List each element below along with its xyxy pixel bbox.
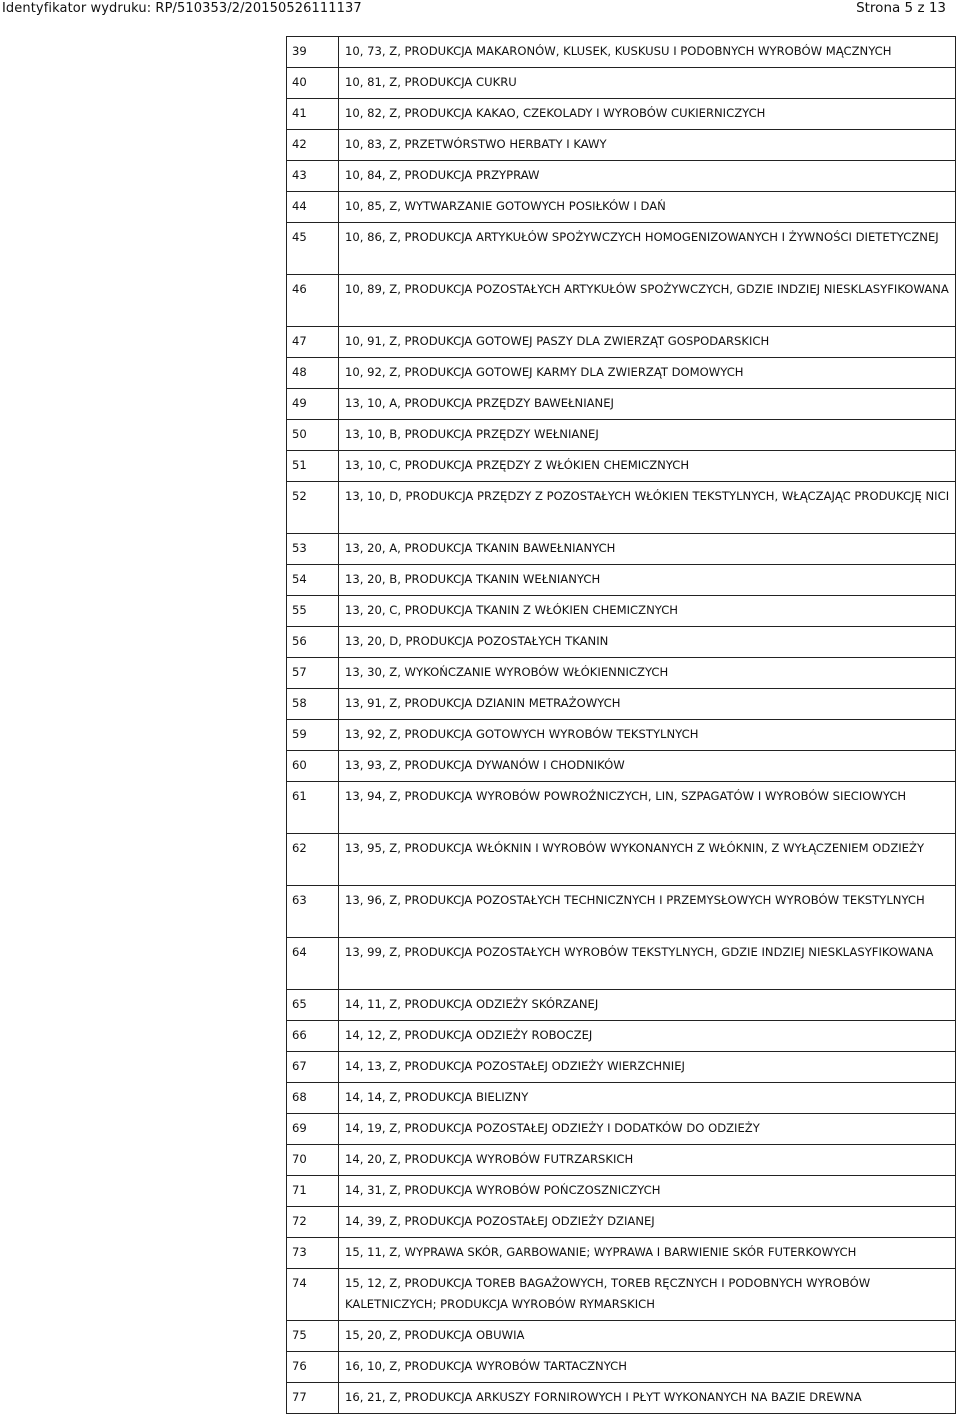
table-row (287, 482, 956, 534)
table-row (287, 1321, 956, 1352)
table-row (287, 596, 956, 627)
table-row (287, 358, 956, 389)
row-number: 41 (287, 99, 339, 130)
activity-description: 14, 19, Z, PRODUKCJA POZOSTAŁEJ ODZIEŻY I DODATKÓW DO ODZIEŻY (339, 1114, 956, 1145)
table-row (287, 886, 956, 938)
activity-description: 10, 86, Z, PRODUKCJA ARTYKUŁÓW SPOŻYWCZYCH HOMOGENIZOWANYCH I ŻYWNOŚCI DIETETYCZNEJ (339, 223, 956, 275)
activity-description: 15, 20, Z, PRODUKCJA OBUWIA (339, 1321, 956, 1352)
row-number: 76 (287, 1352, 339, 1383)
activity-description: 14, 11, Z, PRODUKCJA ODZIEŻY SKÓRZANEJ (339, 990, 956, 1021)
table-row (287, 720, 956, 751)
table-row (287, 161, 956, 192)
activity-description: 13, 10, A, PRODUKCJA PRZĘDZY BAWEŁNIANEJ (339, 389, 956, 420)
table-row (287, 1083, 956, 1114)
row-number: 47 (287, 327, 339, 358)
activity-description: 10, 83, Z, PRZETWÓRSTWO HERBATY I KAWY (339, 130, 956, 161)
activity-description: 10, 82, Z, PRODUKCJA KAKAO, CZEKOLADY I WYROBÓW CUKIERNICZYCH (339, 99, 956, 130)
table-row (287, 37, 956, 68)
row-number: 72 (287, 1207, 339, 1238)
table-row (287, 1114, 956, 1145)
row-number: 45 (287, 223, 339, 275)
print-identifier: Identyfikator wydruku: RP/510353/2/20150526111137 (2, 1, 362, 16)
table-row (287, 223, 956, 275)
row-number: 63 (287, 886, 339, 938)
row-number: 75 (287, 1321, 339, 1352)
table-row (287, 990, 956, 1021)
table-row (287, 938, 956, 990)
table-row (287, 782, 956, 834)
table-row (287, 1383, 956, 1414)
activity-description: 13, 96, Z, PRODUKCJA POZOSTAŁYCH TECHNICZNYCH I PRZEMYSŁOWYCH WYROBÓW TEKSTYLNYCH (339, 886, 956, 938)
row-number: 68 (287, 1083, 339, 1114)
row-number: 58 (287, 689, 339, 720)
activity-description: 13, 20, B, PRODUKCJA TKANIN WEŁNIANYCH (339, 565, 956, 596)
table-row (287, 1021, 956, 1052)
table-row (287, 1269, 956, 1321)
table-row (287, 834, 956, 886)
row-number: 69 (287, 1114, 339, 1145)
activity-description: 13, 20, D, PRODUKCJA POZOSTAŁYCH TKANIN (339, 627, 956, 658)
activity-description: 13, 10, D, PRODUKCJA PRZĘDZY Z POZOSTAŁYCH WŁÓKIEN TEKSTYLNYCH, WŁĄCZAJĄC PRODUKCJĘ NICI (339, 482, 956, 534)
page-header (0, 0, 960, 18)
activity-description: 13, 91, Z, PRODUKCJA DZIANIN METRAŻOWYCH (339, 689, 956, 720)
row-number: 54 (287, 565, 339, 596)
row-number: 64 (287, 938, 339, 990)
activity-description: 14, 14, Z, PRODUKCJA BIELIZNY (339, 1083, 956, 1114)
activity-description: 14, 13, Z, PRODUKCJA POZOSTAŁEJ ODZIEŻY WIERZCHNIEJ (339, 1052, 956, 1083)
row-number: 73 (287, 1238, 339, 1269)
table-row (287, 1176, 956, 1207)
table-row (287, 565, 956, 596)
row-number: 65 (287, 990, 339, 1021)
activity-description: 13, 93, Z, PRODUKCJA DYWANÓW I CHODNIKÓW (339, 751, 956, 782)
table-row (287, 327, 956, 358)
activity-description: 14, 39, Z, PRODUKCJA POZOSTAŁEJ ODZIEŻY DZIANEJ (339, 1207, 956, 1238)
row-number: 57 (287, 658, 339, 689)
table-row (287, 192, 956, 223)
row-number: 48 (287, 358, 339, 389)
activity-description: 10, 89, Z, PRODUKCJA POZOSTAŁYCH ARTYKUŁÓW SPOŻYWCZYCH, GDZIE INDZIEJ NIESKLASYFIKOWANA (339, 275, 956, 327)
row-number: 71 (287, 1176, 339, 1207)
row-number: 66 (287, 1021, 339, 1052)
activity-description: 13, 30, Z, WYKOŃCZANIE WYROBÓW WŁÓKIENNICZYCH (339, 658, 956, 689)
row-number: 52 (287, 482, 339, 534)
table-row (287, 420, 956, 451)
table-row (287, 1207, 956, 1238)
row-number: 67 (287, 1052, 339, 1083)
row-number: 70 (287, 1145, 339, 1176)
table-row (287, 68, 956, 99)
activity-description: 13, 10, B, PRODUKCJA PRZĘDZY WEŁNIANEJ (339, 420, 956, 451)
row-number: 74 (287, 1269, 339, 1321)
row-number: 51 (287, 451, 339, 482)
table-row (287, 451, 956, 482)
activity-description: 10, 73, Z, PRODUKCJA MAKARONÓW, KLUSEK, KUSKUSU I PODOBNYCH WYROBÓW MĄCZNYCH (339, 37, 956, 68)
row-number: 77 (287, 1383, 339, 1414)
activity-description: 14, 31, Z, PRODUKCJA WYROBÓW POŃCZOSZNICZYCH (339, 1176, 956, 1207)
row-number: 46 (287, 275, 339, 327)
table-row (287, 689, 956, 720)
activity-description: 13, 94, Z, PRODUKCJA WYROBÓW POWROŹNICZYCH, LIN, SZPAGATÓW I WYROBÓW SIECIOWYCH (339, 782, 956, 834)
row-number: 44 (287, 192, 339, 223)
row-number: 40 (287, 68, 339, 99)
row-number: 55 (287, 596, 339, 627)
activity-description: 13, 10, C, PRODUKCJA PRZĘDZY Z WŁÓKIEN CHEMICZNYCH (339, 451, 956, 482)
row-number: 59 (287, 720, 339, 751)
table-row (287, 534, 956, 565)
row-number: 60 (287, 751, 339, 782)
activity-description: 13, 95, Z, PRODUKCJA WŁÓKNIN I WYROBÓW WYKONANYCH Z WŁÓKNIN, Z WYŁĄCZENIEM ODZIEŻY (339, 834, 956, 886)
activity-description: 10, 81, Z, PRODUKCJA CUKRU (339, 68, 956, 99)
pkd-table-body (287, 37, 956, 1414)
table-row (287, 389, 956, 420)
table-row (287, 1352, 956, 1383)
table-row (287, 751, 956, 782)
page-number: Strona 5 z 13 (856, 0, 946, 16)
table-row (287, 130, 956, 161)
row-number: 49 (287, 389, 339, 420)
activity-description: 13, 99, Z, PRODUKCJA POZOSTAŁYCH WYROBÓW TEKSTYLNYCH, GDZIE INDZIEJ NIESKLASYFIKOWANA (339, 938, 956, 990)
activity-description: 13, 20, C, PRODUKCJA TKANIN Z WŁÓKIEN CHEMICZNYCH (339, 596, 956, 627)
activity-description: 15, 11, Z, WYPRAWA SKÓR, GARBOWANIE; WYPRAWA I BARWIENIE SKÓR FUTERKOWYCH (339, 1238, 956, 1269)
row-number: 50 (287, 420, 339, 451)
activity-description: 10, 85, Z, WYTWARZANIE GOTOWYCH POSIŁKÓW I DAŃ (339, 192, 956, 223)
pkd-activity-table (286, 36, 956, 1414)
activity-description: 16, 21, Z, PRODUKCJA ARKUSZY FORNIROWYCH I PŁYT WYKONANYCH NA BAZIE DREWNA (339, 1383, 956, 1414)
activity-description: 13, 20, A, PRODUKCJA TKANIN BAWEŁNIANYCH (339, 534, 956, 565)
row-number: 42 (287, 130, 339, 161)
row-number: 39 (287, 37, 339, 68)
table-row (287, 275, 956, 327)
row-number: 53 (287, 534, 339, 565)
table-row (287, 1145, 956, 1176)
activity-description: 16, 10, Z, PRODUKCJA WYROBÓW TARTACZNYCH (339, 1352, 956, 1383)
activity-description: 10, 84, Z, PRODUKCJA PRZYPRAW (339, 161, 956, 192)
table-row (287, 1052, 956, 1083)
row-number: 43 (287, 161, 339, 192)
row-number: 56 (287, 627, 339, 658)
table-row (287, 627, 956, 658)
table-row (287, 658, 956, 689)
activity-description: 15, 12, Z, PRODUKCJA TOREB BAGAŻOWYCH, TOREB RĘCZNYCH I PODOBNYCH WYROBÓW KALETNICZYCH; PRODUKCJA WYROBÓW RYMARSKICH (339, 1269, 956, 1321)
activity-description: 10, 91, Z, PRODUKCJA GOTOWEJ PASZY DLA ZWIERZĄT GOSPODARSKICH (339, 327, 956, 358)
activity-description: 14, 12, Z, PRODUKCJA ODZIEŻY ROBOCZEJ (339, 1021, 956, 1052)
table-row (287, 1238, 956, 1269)
table-row (287, 99, 956, 130)
activity-description: 14, 20, Z, PRODUKCJA WYROBÓW FUTRZARSKICH (339, 1145, 956, 1176)
activity-description: 10, 92, Z, PRODUKCJA GOTOWEJ KARMY DLA ZWIERZĄT DOMOWYCH (339, 358, 956, 389)
activity-description: 13, 92, Z, PRODUKCJA GOTOWYCH WYROBÓW TEKSTYLNYCH (339, 720, 956, 751)
row-number: 62 (287, 834, 339, 886)
row-number: 61 (287, 782, 339, 834)
